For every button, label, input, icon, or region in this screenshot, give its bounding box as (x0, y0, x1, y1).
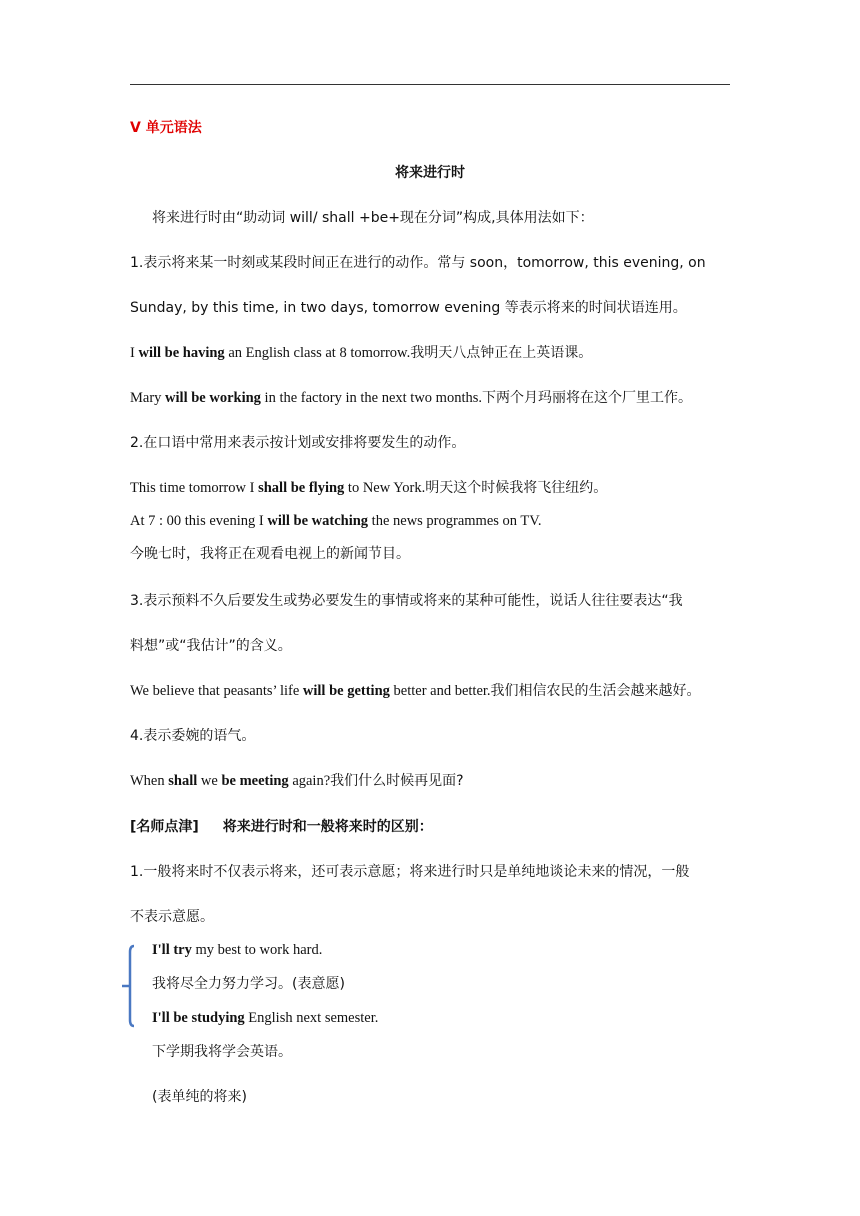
example-4-translation: 今晚七时，我将正在观看电视上的新闻节目。 (130, 546, 410, 562)
section-heading: V 单元语法 (130, 120, 202, 136)
example-1: I will be having an English class at 8 tomorrow.我明天八点钟正在上英语课。 (130, 345, 593, 361)
header-rule (130, 84, 730, 85)
example-4-bold: will be watching (267, 513, 369, 529)
example-6: When shall we be meeting again?我们什么时候再见面? (130, 773, 464, 789)
example-1-bold: will be having (138, 345, 225, 361)
comparison-bracket (122, 944, 136, 1028)
tip-title: 将来进行时和一般将来时的区别： (222, 819, 433, 835)
example-2: Mary will be working in the factory in the next two months.下两个月玛丽将在这个厂里工作。 (130, 390, 693, 406)
usage1-line2: Sunday, by this time, in two days, tomorrow evening 等表示将来的时间状语连用。 (130, 300, 687, 316)
example-3: This time tomorrow I shall be flying to New York.明天这个时候我将飞往纽约。 (130, 480, 608, 496)
compare-1-translation: 我将尽全力努力学习。(表意愿) (152, 976, 345, 992)
usage3-line1: 3.表示预料不久后要发生或势必要发生的事情或将来的某种可能性，说话人往往要表达“我 (130, 593, 683, 609)
usage4: 4.表示委婉的语气。 (130, 728, 256, 744)
compare-2-note: (表单纯的将来) (152, 1089, 247, 1105)
usage1-line1: 1.表示将来某一时刻或某段时间正在进行的动作。常与 soon，tomorrow, this evening, on (130, 255, 706, 271)
tip-heading (130, 817, 433, 837)
compare-2-translation: 下学期我将学会英语。 (152, 1044, 292, 1060)
compare-2: I'll be studying English next semester. (152, 1010, 379, 1026)
example-5-bold: will be getting (302, 683, 390, 699)
page-title: 将来进行时 (395, 165, 465, 181)
example-4: At 7 : 00 this evening I will be watching the news programmes on TV. (130, 513, 542, 529)
example-2-bold: will be working (165, 390, 261, 406)
tip-label: [名师点津] (130, 819, 199, 835)
intro-text: 将来进行时由“助动词 will/ shall +be+现在分词”构成,具体用法如下： (152, 210, 594, 226)
example-5: We believe that peasants’ life will be getting better and better.我们相信农民的生活会越来越好。 (130, 683, 701, 699)
diff1-line1: 1.一般将来时不仅表示将来，还可表示意愿；将来进行时只是单纯地谈论未来的情况，一般 (130, 864, 690, 880)
example-3-bold: shall be flying (258, 480, 345, 496)
compare-1: I'll try my best to work hard. (152, 942, 323, 958)
diff1-line2: 不表示意愿。 (130, 909, 214, 925)
usage2: 2.在口语中常用来表示按计划或安排将要发生的动作。 (130, 435, 466, 451)
usage3-line2: 料想”或“我估计”的含义。 (130, 638, 292, 654)
